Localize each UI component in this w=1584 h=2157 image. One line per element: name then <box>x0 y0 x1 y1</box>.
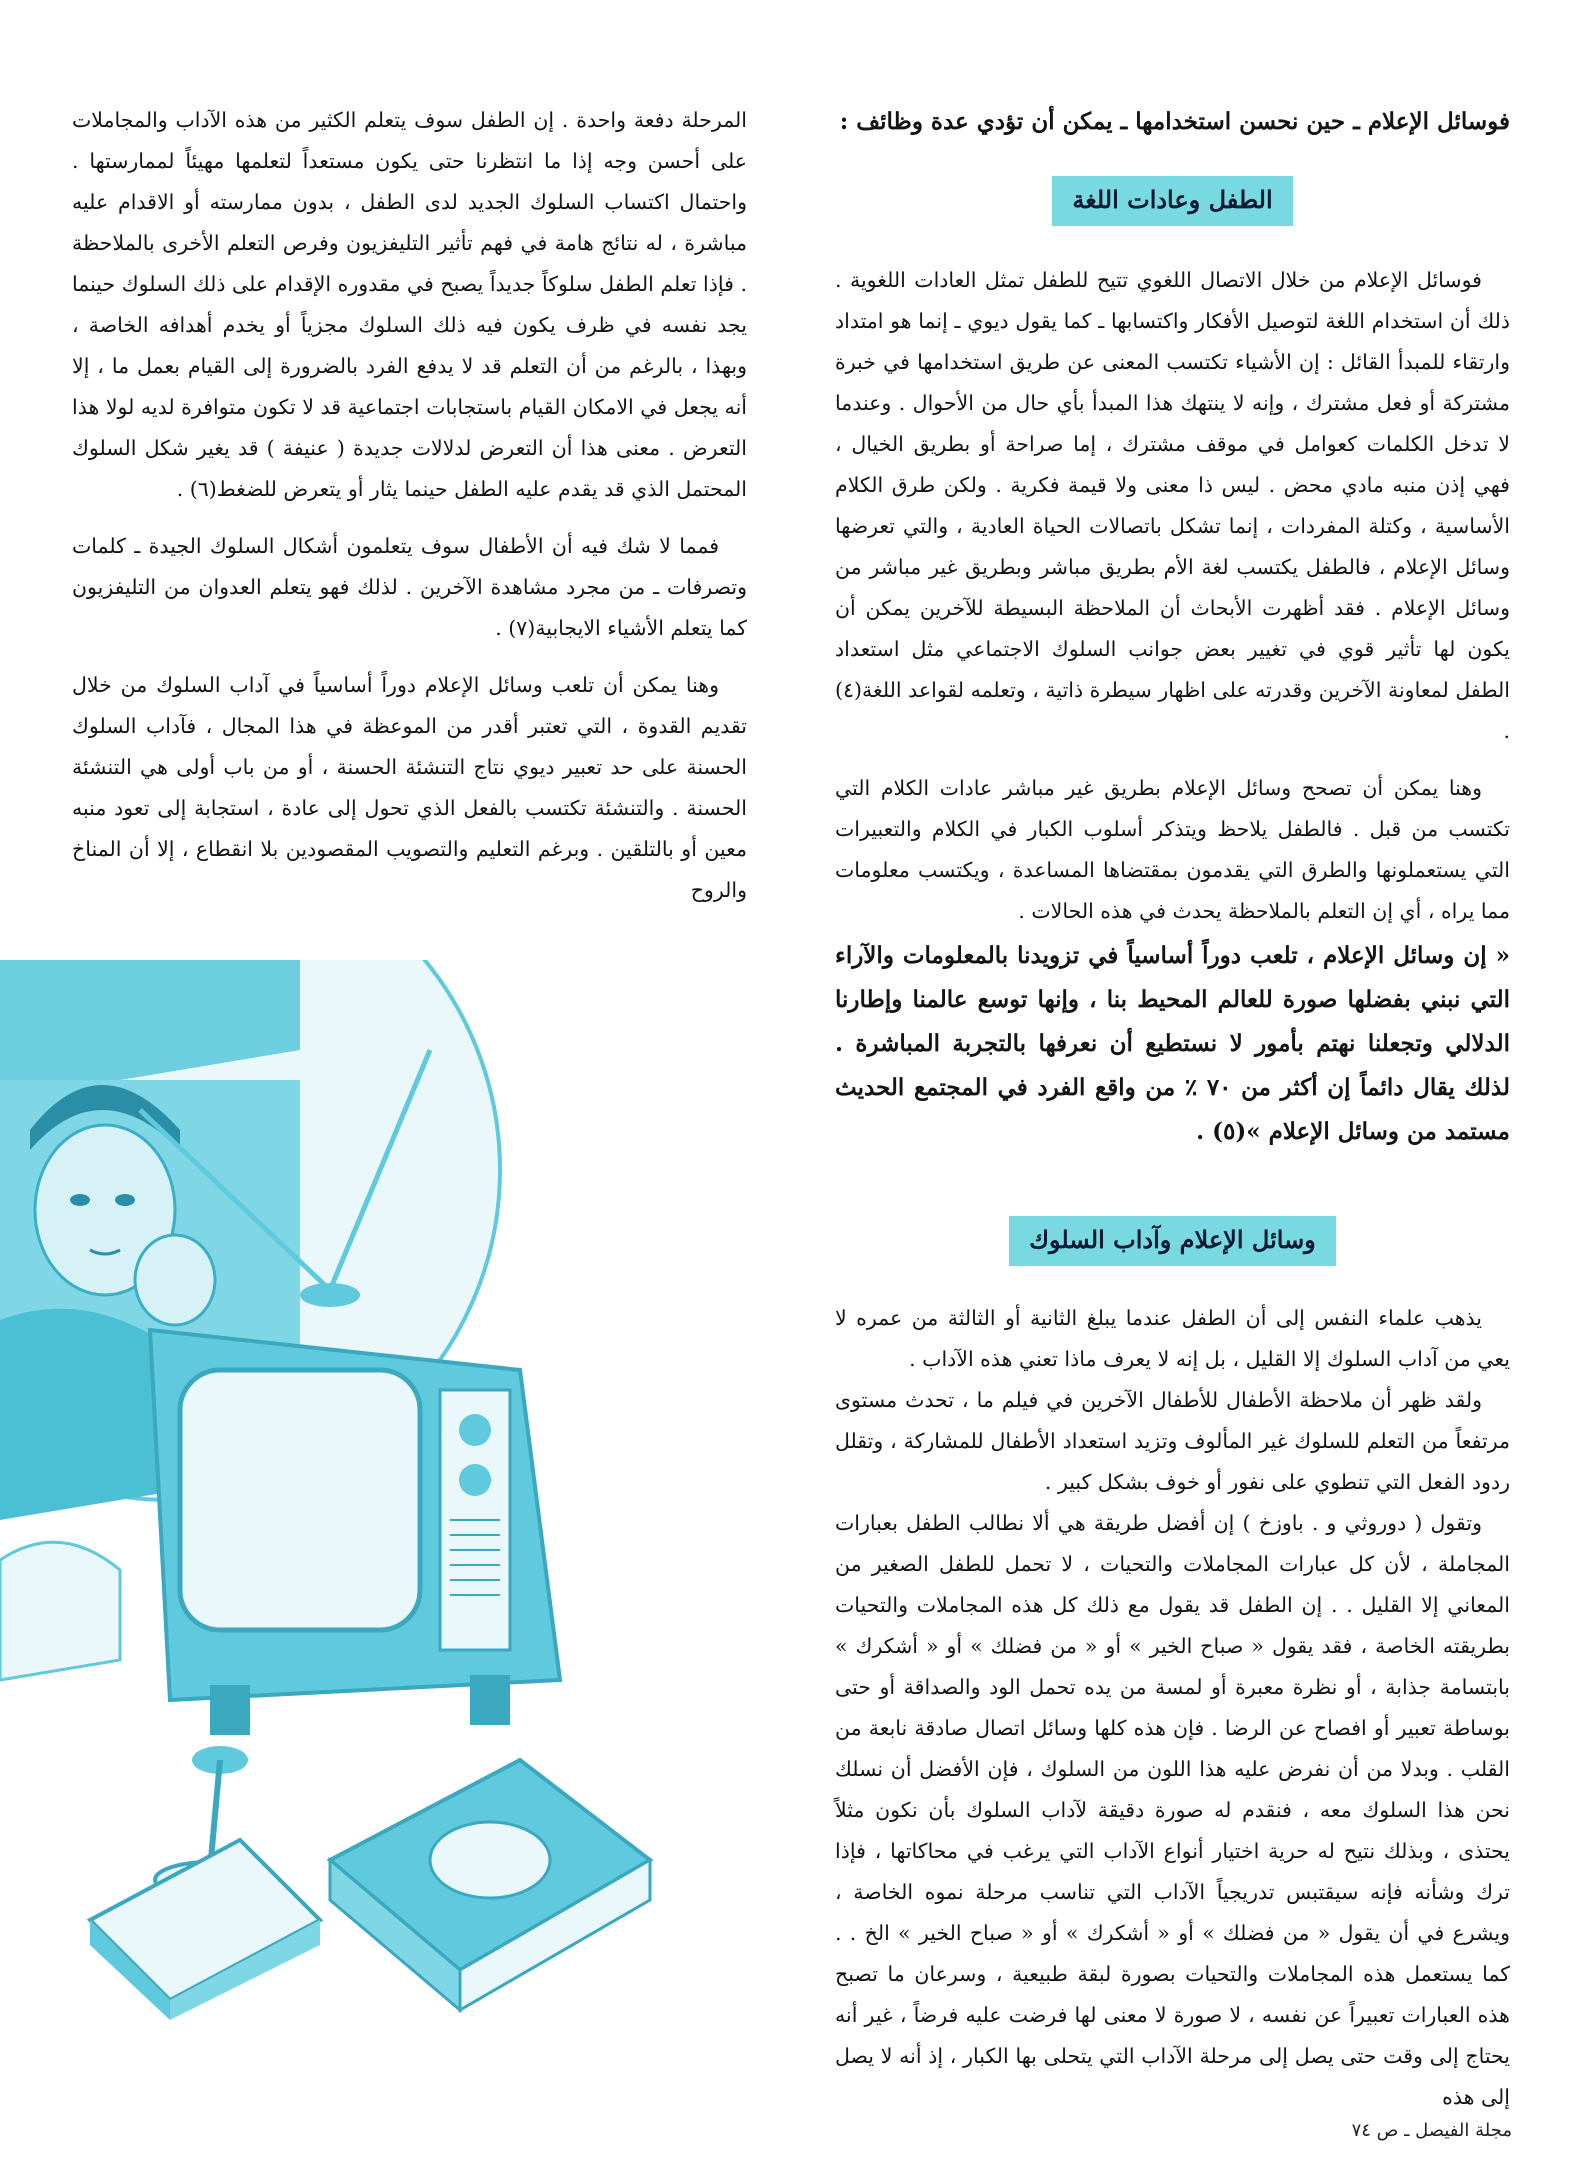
body-paragraph: يذهب علماء النفس إلى أن الطفل عندما يبلغ الثانية أو الثالثة من عمره لا يعي من آداب السلوك إلا القليل ، بل إنه لا يعرف ماذا تعني هذه الآداب . <box>835 1306 1510 1371</box>
section-heading-media-manners: وسائل الإعلام وآداب السلوك <box>1009 1216 1336 1266</box>
intro-paragraph: فوسائل الإعلام ـ حين نحسن استخدامها ـ يمكن أن تؤدي عدة وظائف : <box>839 108 1510 135</box>
child-and-television-illustration <box>0 960 760 2040</box>
left-column <box>72 100 747 911</box>
section-heading-wrap <box>835 176 1510 226</box>
section-heading-wrap <box>835 1216 1510 1266</box>
page-footer: مجلة الفيصل ـ ص ٧٤ <box>1351 2120 1512 2141</box>
body-paragraph: فمما لا شك فيه أن الأطفال سوف يتعلمون أشكال السلوك الجيدة ـ كلمات وتصرفات ـ من مجرد مشاهدة الآخرين . لذلك فهو يتعلم العدوان من التليفزيون كما يتعلم الأشياء الايجابية(٧) . <box>72 534 747 640</box>
body-paragraph: ولقد ظهر أن ملاحظة الأطفال للأطفال الآخرين في فيلم ما ، تحدث مستوى مرتفعاً من التعلم للسلوك غير المألوف وتزيد استعداد الأطفال للمشاركة ، وتقلل ردود الفعل التي تنطوي على نفور أو خوف بشكل كبير . <box>835 1388 1510 1494</box>
right-column <box>835 100 1510 2118</box>
body-paragraph: فوسائل الإعلام من خلال الاتصال اللغوي تتيح للطفل تمثل العادات اللغوية . ذلك أن استخدام اللغة لتوصيل الأفكار واكتسابها ـ كما يقول ديوي ـ إنما هو امتداد وارتقاء للمبدأ القائل : إن الأشياء تكتسب المعنى عن طريق استخدامها في خبرة مشتركة أو فعل مشترك ، وإنه لا ينتهك هذا المبدأ بأي حال من الأحوال . وعندما لا تدخل الكلمات كعوامل في موقف مشترك ، إما صراحة أو بطريق الخيال ، فهي إذن منبه مادي محض . ليس ذا معنى ولا قيمة فكرية . ولكن طرق الكلام الأساسية ، وكتلة المفردات ، إنما تشكل باتصالات الحياة العادية ، والتي تعرضها وسائل الإعلام ، فالطفل يكتسب لغة الأم بطريق مباشر وبطريق غير مباشر من وسائل الإعلام . فقد أظهرت الأبحاث أن الملاحظة البسيطة للآخرين يمكن أن يكون لها تأثير قوي في تغيير بعض جوانب السلوك الاجتماعي مثل استعداد الطفل لمعاونة الآخرين وقدرته على اظهار سيطرة ذاتية ، وتعلمه لقواعد اللغة(٤) . <box>835 268 1510 743</box>
body-paragraph: وتقول ( دوروثي و . باوزخ ) إن أفضل طريقة هي ألا نطالب الطفل بعبارات المجاملة ، لأن كل عبارات المجاملات والتحيات ، لا تحمل للطفل الصغير من المعاني إلا القليل . . إن الطفل قد يقول مع ذلك كل هذه المجاملات والتحيات بطريقته الخاصة ، فقد يقول « صباح الخير » أو « من فضلك » أو « أشكرك » بابتسامة جذابة ، أو نظرة معبرة أو لمسة من يده تحمل الود والصداقة أو حتى بوساطة تعبير أو افصاح عن الرضا . فإن هذه كلها وسائل اتصال صادقة نابعة من القلب . وبدلا من أن نفرض عليه هذا اللون من السلوك ، فإن الأفضل أن نسلك نحن هذا السلوك معه ، فنقدم له صورة دقيقة لآداب السلوك بأن نكون مثلاً يحتذى ، وبذلك نتيح له حرية اختيار أنواع الآداب التي يرغب في محاكاتها ، فإذا ترك وشأنه فإنه سيقتبس تدريجياً الآداب التي تناسب مرحلة نموه الخاصة ، ويشرع في أن يقول « من فضلك » أو « أشكرك » أو « صباح الخير » الخ . . كما يستعمل هذه المجاملات والتحيات بصورة لبقة طبيعية ، وسرعان ما تصبح هذه العبارات تعبيراً عن نفسه ، لا صورة لا معنى لها فرضت عليه فرضاً ، غير أنه يحتاج إلى وقت حتى يصل إلى مرحلة الآداب التي يتحلى بها الكبار ، إذ أنه لا يصل إلى هذه <box>835 1511 1510 2109</box>
body-paragraph: وهنا يمكن أن تلعب وسائل الإعلام دوراً أساسياً في آداب السلوك من خلال تقديم القدوة ، التي تعتبر أقدر من الموعظة في هذا المجال ، فآداب السلوك الحسنة على حد تعبير ديوي نتاج التنشئة الحسنة ، أو من باب أولى هي التنشئة الحسنة . والتنشئة تكتسب بالفعل الذي تحول إلى عادة ، استجابة إلى تعود منبه معين أو بالتلقين . وبرغم التعليم والتصويب المقصودين بلا انقطاع ، إلا أن المناخ والروح <box>72 673 747 902</box>
body-paragraph: المرحلة دفعة واحدة . إن الطفل سوف يتعلم الكثير من هذه الآداب والمجاملات على أحسن وجه إذا ما انتظرنا حتى يكون مستعداً لتعلمها مهيئاً لممارستها . واحتمال اكتساب السلوك الجديد لدى الطفل ، بدون ممارسته أو الاقدام عليه مباشرة ، له نتائج هامة في فهم تأثير التليفزيون وفرص التعلم الأخرى بالملاحظة . فإذا تعلم الطفل سلوكاً جديداً يصبح في مقدوره الإقدام على ذلك السلوك حينما يجد نفسه في ظرف يكون فيه ذلك السلوك مجزياً أو يخدم أهدافه الخاصة ، وبهذا ، بالرغم من أن التعلم قد لا يدفع الفرد بالضرورة إلى القيام بعمل ما ، إلا أنه يجعل في الامكان القيام باستجابات اجتماعية قد لا تكون متوافرة لديه لولا هذا التعرض . معنى هذا أن التعرض لدلالات جديدة ( عنيفة ) قد يغير شكل السلوك المحتمل الذي قد يقدم عليه الطفل حينما يثار أو يتعرض للضغط(٦) . <box>72 108 747 501</box>
section-heading-child-language: الطفل وعادات اللغة <box>1052 176 1292 226</box>
highlighted-quote: « إن وسائل الإعلام ، تلعب دوراً أساسياً في تزويدنا بالمعلومات والآراء التي نبني بفضلها صورة للعالم المحيط بنا ، وإنها توسع عالمنا وإطارنا الدلالي وتجعلنا نهتم بأمور لا نستطيع أن نعرفها بالتجربة المباشرة . لذلك يقال دائماً إن أكثر من ٧٠ ٪ من واقع الفرد في المجتمع الحديث مستمد من وسائل الإعلام »(٥) . <box>835 942 1510 1145</box>
body-paragraph: وهنا يمكن أن تصحح وسائل الإعلام بطريق غير مباشر عادات الكلام التي تكتسب من قبل . فالطفل يلاحظ ويتذكر أسلوب الكبار في الكلام والتعبيرات التي يستعملونها والطرق التي يقدمون بمقتضاها المساعدة ، ويكتسب معلومات مما يراه ، أي إن التعلم بالملاحظة يحدث في هذه الحالات . <box>835 776 1510 923</box>
